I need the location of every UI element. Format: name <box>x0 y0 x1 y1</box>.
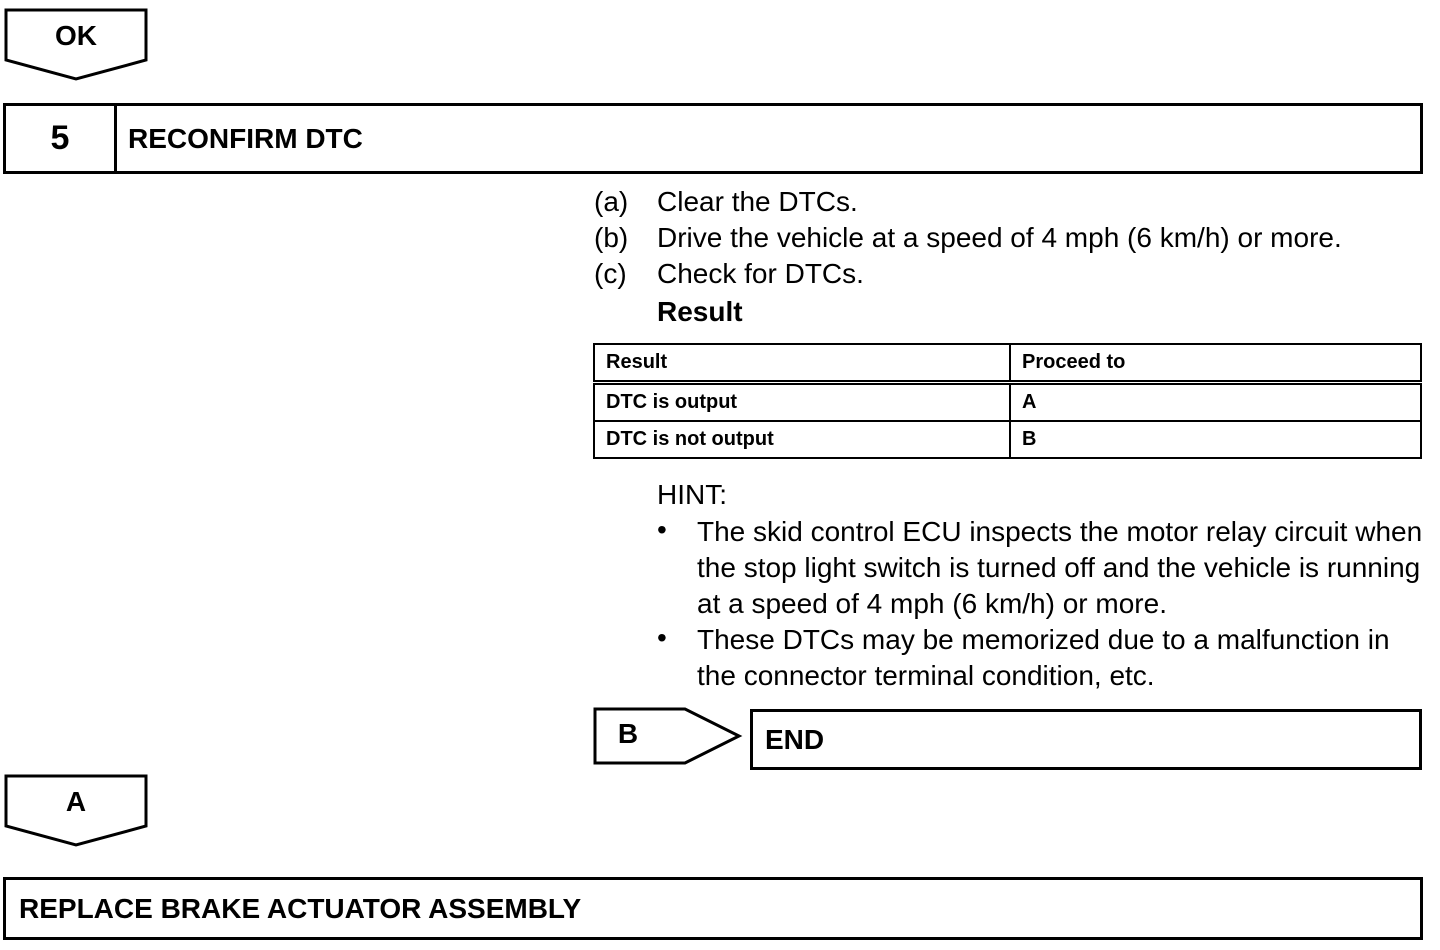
result-heading: Result <box>657 296 743 327</box>
table-header-cell: Result <box>594 344 1010 383</box>
a-flag <box>4 774 148 848</box>
a-flag-label: A <box>65 786 87 817</box>
hint-bullet-text: The skid control ECU inspects the motor relay circuit when the stop light switch is turned off and the vehicle is running at a speed of 4 mph (6 km/h) or more. <box>697 516 1423 619</box>
end-label: END <box>765 724 825 755</box>
ok-flag-label: OK <box>55 20 97 51</box>
table-header-row <box>594 344 1421 383</box>
step-title: RECONFIRM DTC <box>128 123 363 154</box>
table-header-cell: Proceed to <box>1010 344 1421 383</box>
action-box <box>3 877 1423 940</box>
procedure-text: Clear the DTCs. <box>657 186 858 217</box>
table-cell: DTC is output <box>594 383 1010 422</box>
ok-flag <box>4 8 148 82</box>
step-header <box>3 103 1423 174</box>
b-flag-label: B <box>617 718 639 749</box>
step-number: 5 <box>6 106 117 171</box>
bullet-icon: • <box>657 622 667 653</box>
table-cell: DTC is not output <box>594 421 1010 458</box>
action-label: REPLACE BRAKE ACTUATOR ASSEMBLY <box>19 893 582 924</box>
procedure-text: Drive the vehicle at a speed of 4 mph (6 km/h) or more. <box>657 222 1342 253</box>
end-box <box>750 709 1422 770</box>
procedure-letter: (b) <box>594 222 629 253</box>
table-row <box>594 421 1421 458</box>
table-cell: B <box>1010 421 1421 458</box>
procedure-letter: (a) <box>594 186 629 217</box>
hint-title: HINT: <box>657 479 727 510</box>
table-row <box>594 383 1421 422</box>
b-flag <box>593 707 743 767</box>
hint-bullet-text: These DTCs may be memorized due to a malfunction in the connector terminal condition, etc. <box>697 624 1390 691</box>
result-table <box>593 343 1422 459</box>
procedure-text: Check for DTCs. <box>657 258 864 289</box>
bullet-icon: • <box>657 514 667 545</box>
table-cell: A <box>1010 383 1421 422</box>
procedure-letter: (c) <box>594 258 627 289</box>
